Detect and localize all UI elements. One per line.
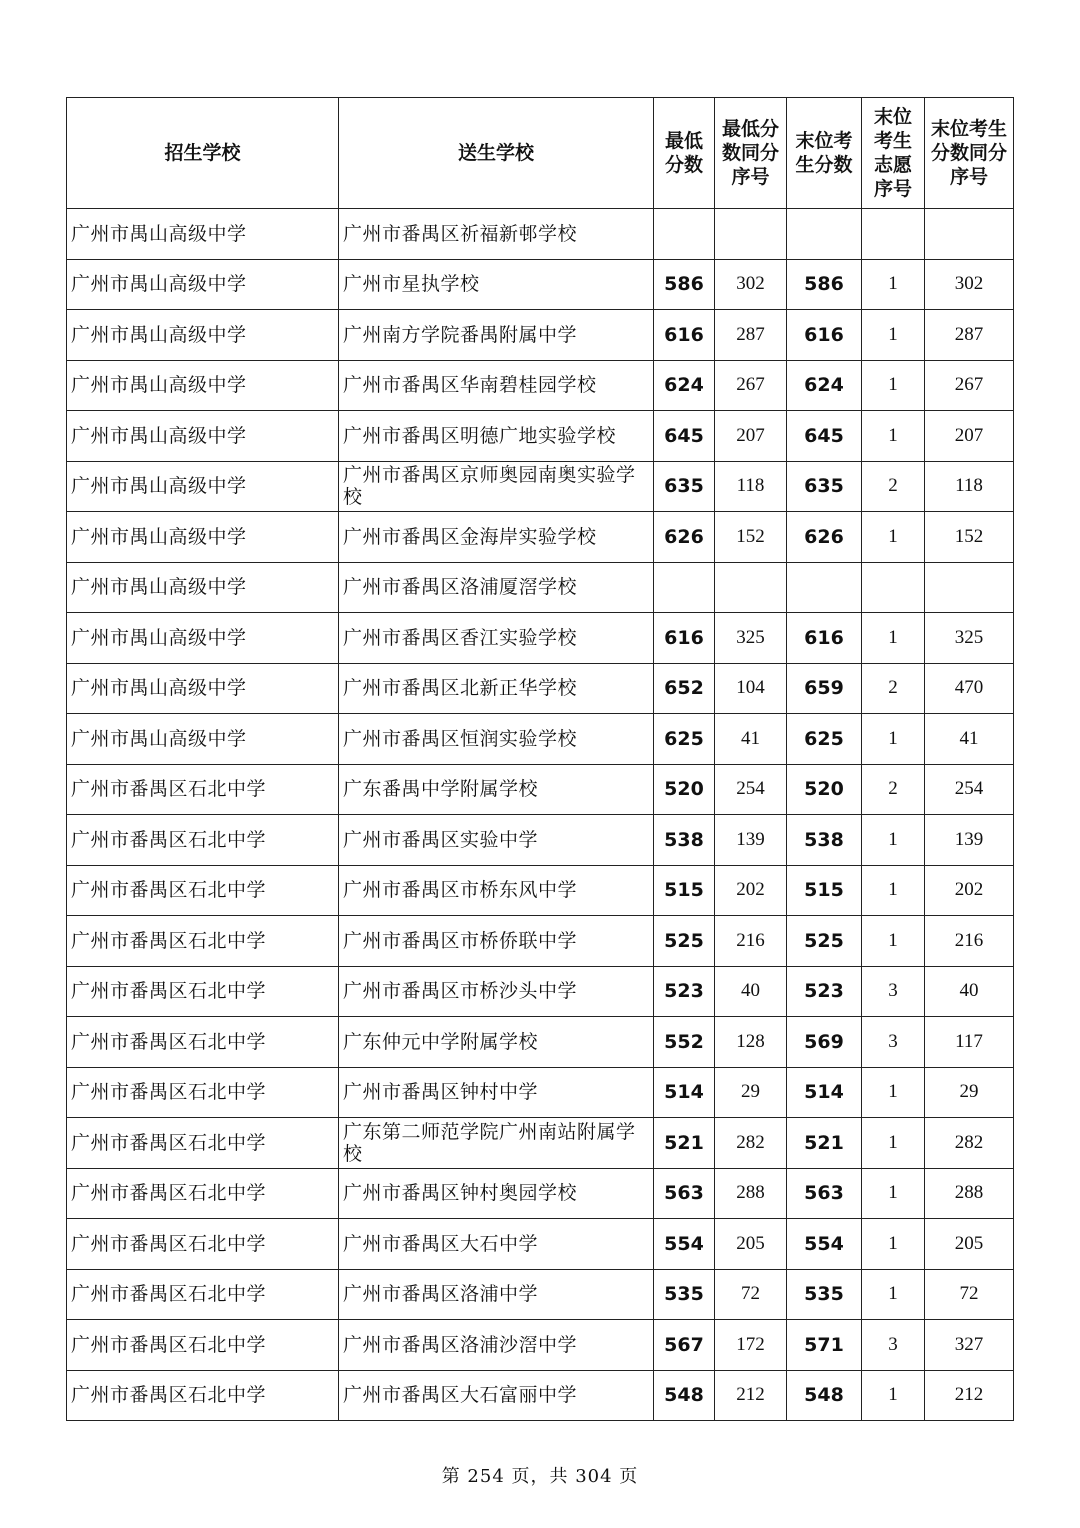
cell-last-score: 548 — [787, 1370, 862, 1421]
cell-send-school: 广州市番禺区大石富丽中学 — [339, 1370, 654, 1421]
cell-min-score: 624 — [654, 360, 715, 411]
cell-send-school: 广州市番禺区京师奥园南奥实验学校 — [339, 461, 654, 512]
page-number: 第 254 页，共 304 页 — [441, 1466, 639, 1487]
table-body — [67, 209, 1014, 1421]
cell-last-rank: 282 — [925, 1118, 1014, 1169]
cell-min-score: 521 — [654, 1118, 715, 1169]
cell-send-school: 广州市番禺区金海岸实验学校 — [339, 512, 654, 563]
cell-send-school: 广州市番禺区洛浦中学 — [339, 1269, 654, 1320]
header-last-wish — [862, 98, 925, 209]
cell-send-school: 广州市番禺区华南碧桂园学校 — [339, 360, 654, 411]
cell-min-score: 538 — [654, 815, 715, 866]
cell-min-score: 567 — [654, 1320, 715, 1371]
table-header — [67, 98, 1014, 209]
cell-last-wish: 1 — [862, 411, 925, 462]
cell-last-rank: 267 — [925, 360, 1014, 411]
cell-last-rank: 212 — [925, 1370, 1014, 1421]
cell-enroll-school: 广州市禺山高级中学 — [67, 310, 339, 361]
cell-enroll-school: 广州市番禺区石北中学 — [67, 1168, 339, 1219]
cell-send-school: 广州市番禺区北新正华学校 — [339, 663, 654, 714]
cell-last-wish — [862, 209, 925, 260]
cell-min-score: 520 — [654, 764, 715, 815]
cell-last-score: 538 — [787, 815, 862, 866]
cell-last-wish: 1 — [862, 310, 925, 361]
cell-min-score: 535 — [654, 1269, 715, 1320]
cell-min-score — [654, 562, 715, 613]
cell-enroll-school: 广州市番禺区石北中学 — [67, 1269, 339, 1320]
header-last-rank — [925, 98, 1014, 209]
cell-min-score: 616 — [654, 613, 715, 664]
cell-min-score-rank: 302 — [715, 259, 787, 310]
cell-last-score: 521 — [787, 1118, 862, 1169]
cell-min-score-rank: 41 — [715, 714, 787, 765]
cell-last-score: 520 — [787, 764, 862, 815]
table-row — [67, 613, 1014, 664]
cell-last-rank: 288 — [925, 1168, 1014, 1219]
cell-min-score: 652 — [654, 663, 715, 714]
cell-last-score: 586 — [787, 259, 862, 310]
cell-min-score-rank: 212 — [715, 1370, 787, 1421]
cell-enroll-school: 广州市番禺区石北中学 — [67, 1118, 339, 1169]
cell-enroll-school: 广州市番禺区石北中学 — [67, 1320, 339, 1371]
table-row — [67, 461, 1014, 512]
cell-enroll-school: 广州市番禺区石北中学 — [67, 966, 339, 1017]
cell-min-score-rank — [715, 562, 787, 613]
cell-last-rank: 202 — [925, 865, 1014, 916]
cell-min-score-rank: 282 — [715, 1118, 787, 1169]
cell-send-school: 广州市番禺区香江实验学校 — [339, 613, 654, 664]
cell-min-score-rank: 139 — [715, 815, 787, 866]
cell-send-school: 广州市番禺区钟村奥园学校 — [339, 1168, 654, 1219]
cell-send-school: 广州市番禺区恒润实验学校 — [339, 714, 654, 765]
table-row — [67, 1017, 1014, 1068]
cell-enroll-school: 广州市禺山高级中学 — [67, 360, 339, 411]
admission-table — [66, 97, 1014, 1421]
cell-min-score-rank: 172 — [715, 1320, 787, 1371]
cell-last-wish: 2 — [862, 663, 925, 714]
table-row — [67, 815, 1014, 866]
cell-enroll-school: 广州市禺山高级中学 — [67, 714, 339, 765]
cell-enroll-school: 广州市禺山高级中学 — [67, 259, 339, 310]
cell-last-wish: 1 — [862, 360, 925, 411]
cell-send-school: 广州市番禺区明德广地实验学校 — [339, 411, 654, 462]
cell-min-score: 514 — [654, 1067, 715, 1118]
cell-min-score-rank: 72 — [715, 1269, 787, 1320]
cell-last-score: 569 — [787, 1017, 862, 1068]
cell-last-wish: 1 — [862, 1219, 925, 1270]
cell-enroll-school: 广州市禺山高级中学 — [67, 411, 339, 462]
cell-last-wish: 1 — [862, 613, 925, 664]
table-row — [67, 1168, 1014, 1219]
cell-last-score: 659 — [787, 663, 862, 714]
cell-last-score: 635 — [787, 461, 862, 512]
cell-last-rank: 207 — [925, 411, 1014, 462]
cell-min-score-rank: 128 — [715, 1017, 787, 1068]
cell-last-score: 563 — [787, 1168, 862, 1219]
cell-send-school: 广州市番禺区大石中学 — [339, 1219, 654, 1270]
cell-last-rank — [925, 562, 1014, 613]
cell-last-rank: 216 — [925, 916, 1014, 967]
cell-min-score: 635 — [654, 461, 715, 512]
cell-send-school: 广东番禺中学附属学校 — [339, 764, 654, 815]
cell-send-school: 广州市番禺区实验中学 — [339, 815, 654, 866]
table-row — [67, 764, 1014, 815]
cell-last-score: 616 — [787, 310, 862, 361]
cell-send-school: 广州市番禺区洛浦厦滘学校 — [339, 562, 654, 613]
cell-min-score-rank: 216 — [715, 916, 787, 967]
cell-enroll-school: 广州市番禺区石北中学 — [67, 1219, 339, 1270]
cell-last-wish: 1 — [862, 714, 925, 765]
table-row — [67, 1370, 1014, 1421]
cell-last-rank: 302 — [925, 259, 1014, 310]
header-last-wish-label: 末位考生志愿序号 — [873, 106, 912, 200]
cell-last-rank — [925, 209, 1014, 260]
table-row — [67, 360, 1014, 411]
cell-min-score: 616 — [654, 310, 715, 361]
table-row — [67, 512, 1014, 563]
cell-last-rank: 287 — [925, 310, 1014, 361]
cell-last-wish: 1 — [862, 1269, 925, 1320]
cell-last-wish: 1 — [862, 1118, 925, 1169]
cell-last-rank: 205 — [925, 1219, 1014, 1270]
cell-last-rank: 254 — [925, 764, 1014, 815]
cell-send-school: 广东仲元中学附属学校 — [339, 1017, 654, 1068]
table-row — [67, 1067, 1014, 1118]
page-footer — [0, 1462, 1080, 1488]
cell-min-score — [654, 209, 715, 260]
cell-enroll-school: 广州市禺山高级中学 — [67, 461, 339, 512]
cell-send-school: 广东第二师范学院广州南站附属学校 — [339, 1118, 654, 1169]
cell-last-score — [787, 209, 862, 260]
cell-enroll-school: 广州市番禺区石北中学 — [67, 865, 339, 916]
cell-last-wish — [862, 562, 925, 613]
cell-send-school: 广州市番禺区市桥侨联中学 — [339, 916, 654, 967]
cell-send-school: 广州市番禺区洛浦沙滘中学 — [339, 1320, 654, 1371]
header-send-school: 送生学校 — [339, 98, 654, 209]
table-row — [67, 916, 1014, 967]
cell-last-rank: 327 — [925, 1320, 1014, 1371]
cell-send-school: 广州市番禺区市桥沙头中学 — [339, 966, 654, 1017]
cell-last-wish: 3 — [862, 966, 925, 1017]
cell-min-score: 554 — [654, 1219, 715, 1270]
cell-enroll-school: 广州市禺山高级中学 — [67, 209, 339, 260]
cell-min-score-rank: 254 — [715, 764, 787, 815]
cell-min-score: 626 — [654, 512, 715, 563]
cell-last-wish: 1 — [862, 512, 925, 563]
cell-min-score: 525 — [654, 916, 715, 967]
cell-min-score-rank: 267 — [715, 360, 787, 411]
cell-enroll-school: 广州市禺山高级中学 — [67, 613, 339, 664]
cell-last-rank: 152 — [925, 512, 1014, 563]
cell-min-score-rank: 118 — [715, 461, 787, 512]
cell-last-score: 515 — [787, 865, 862, 916]
cell-last-wish: 3 — [862, 1017, 925, 1068]
cell-min-score-rank: 202 — [715, 865, 787, 916]
cell-min-score-rank: 325 — [715, 613, 787, 664]
cell-last-wish: 2 — [862, 764, 925, 815]
cell-enroll-school: 广州市禺山高级中学 — [67, 562, 339, 613]
cell-min-score: 563 — [654, 1168, 715, 1219]
table-row — [67, 865, 1014, 916]
table-row — [67, 259, 1014, 310]
cell-send-school: 广州市番禺区钟村中学 — [339, 1067, 654, 1118]
cell-enroll-school: 广州市番禺区石北中学 — [67, 764, 339, 815]
cell-send-school: 广州南方学院番禺附属中学 — [339, 310, 654, 361]
cell-last-score: 625 — [787, 714, 862, 765]
cell-min-score-rank: 104 — [715, 663, 787, 714]
cell-last-score: 616 — [787, 613, 862, 664]
cell-last-score: 645 — [787, 411, 862, 462]
cell-enroll-school: 广州市番禺区石北中学 — [67, 815, 339, 866]
header-enroll-school: 招生学校 — [67, 98, 339, 209]
cell-last-score: 523 — [787, 966, 862, 1017]
cell-last-wish: 3 — [862, 1320, 925, 1371]
cell-min-score: 515 — [654, 865, 715, 916]
cell-last-score: 525 — [787, 916, 862, 967]
cell-last-rank: 139 — [925, 815, 1014, 866]
cell-last-score: 514 — [787, 1067, 862, 1118]
cell-enroll-school: 广州市番禺区石北中学 — [67, 1067, 339, 1118]
header-last-score-label: 末位考生分数 — [795, 130, 853, 176]
table-row — [67, 562, 1014, 613]
cell-min-score: 625 — [654, 714, 715, 765]
cell-send-school: 广州市星执学校 — [339, 259, 654, 310]
header-min-score-rank-label: 最低分数同分序号 — [721, 118, 779, 188]
header-min-score-rank — [715, 98, 787, 209]
cell-last-wish: 1 — [862, 815, 925, 866]
header-last-rank-label: 末位考生分数同分序号 — [930, 118, 1007, 188]
cell-min-score-rank: 287 — [715, 310, 787, 361]
table-row — [67, 310, 1014, 361]
cell-last-rank: 29 — [925, 1067, 1014, 1118]
cell-last-score: 624 — [787, 360, 862, 411]
table-row — [67, 663, 1014, 714]
cell-min-score: 523 — [654, 966, 715, 1017]
table-row — [67, 209, 1014, 260]
cell-min-score-rank: 40 — [715, 966, 787, 1017]
cell-min-score: 586 — [654, 259, 715, 310]
cell-last-score: 626 — [787, 512, 862, 563]
cell-last-rank: 40 — [925, 966, 1014, 1017]
cell-enroll-school: 广州市禺山高级中学 — [67, 663, 339, 714]
cell-last-rank: 117 — [925, 1017, 1014, 1068]
header-min-score-label: 最低分数 — [664, 130, 703, 176]
cell-last-wish: 1 — [862, 865, 925, 916]
cell-last-score — [787, 562, 862, 613]
cell-last-wish: 2 — [862, 461, 925, 512]
cell-min-score-rank: 288 — [715, 1168, 787, 1219]
cell-min-score: 645 — [654, 411, 715, 462]
cell-last-wish: 1 — [862, 1370, 925, 1421]
cell-enroll-school: 广州市番禺区石北中学 — [67, 916, 339, 967]
header-min-score — [654, 98, 715, 209]
cell-enroll-school: 广州市禺山高级中学 — [67, 512, 339, 563]
header-last-score — [787, 98, 862, 209]
table-row — [67, 411, 1014, 462]
cell-last-rank: 470 — [925, 663, 1014, 714]
cell-last-wish: 1 — [862, 1067, 925, 1118]
cell-last-score: 571 — [787, 1320, 862, 1371]
cell-send-school: 广州市番禺区市桥东风中学 — [339, 865, 654, 916]
cell-last-rank: 41 — [925, 714, 1014, 765]
cell-min-score-rank: 29 — [715, 1067, 787, 1118]
cell-min-score-rank: 207 — [715, 411, 787, 462]
cell-min-score-rank: 205 — [715, 1219, 787, 1270]
cell-last-wish: 1 — [862, 1168, 925, 1219]
table-row — [67, 966, 1014, 1017]
table-row — [67, 1320, 1014, 1371]
cell-last-rank: 118 — [925, 461, 1014, 512]
cell-last-score: 554 — [787, 1219, 862, 1270]
table-row — [67, 1219, 1014, 1270]
table-row — [67, 714, 1014, 765]
cell-send-school: 广州市番禺区祈福新邨学校 — [339, 209, 654, 260]
cell-last-rank: 72 — [925, 1269, 1014, 1320]
cell-last-score: 535 — [787, 1269, 862, 1320]
cell-last-rank: 325 — [925, 613, 1014, 664]
cell-enroll-school: 广州市番禺区石北中学 — [67, 1370, 339, 1421]
cell-last-wish: 1 — [862, 916, 925, 967]
table-row — [67, 1269, 1014, 1320]
cell-min-score: 548 — [654, 1370, 715, 1421]
table-row — [67, 1118, 1014, 1169]
cell-last-wish: 1 — [862, 259, 925, 310]
cell-min-score: 552 — [654, 1017, 715, 1068]
cell-enroll-school: 广州市番禺区石北中学 — [67, 1017, 339, 1068]
cell-min-score-rank: 152 — [715, 512, 787, 563]
cell-min-score-rank — [715, 209, 787, 260]
